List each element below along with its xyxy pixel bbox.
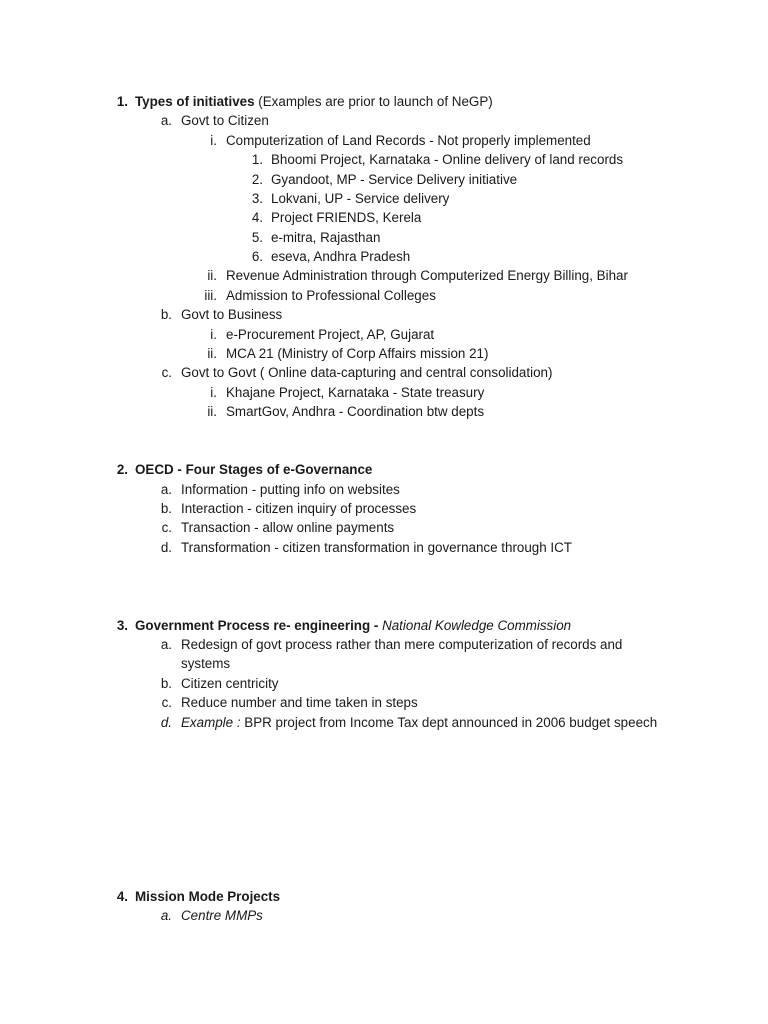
list-marker: 4. bbox=[251, 210, 263, 225]
list-item: Centre MMPs bbox=[181, 908, 263, 923]
list-item: Transformation - citizen transformation in governance through ICT bbox=[181, 540, 572, 555]
list-marker: a. bbox=[160, 908, 172, 923]
list-item: Revenue Administration through Computerized Energy Billing, Bihar bbox=[226, 268, 628, 283]
list-item: Gyandoot, MP - Service Delivery initiative bbox=[271, 172, 518, 187]
list-marker: i. bbox=[210, 327, 217, 342]
list-marker: d. bbox=[160, 715, 172, 730]
list-marker: 1. bbox=[251, 152, 263, 167]
list-marker: a. bbox=[160, 637, 172, 652]
list-item-continuation: systems bbox=[181, 656, 231, 671]
list-marker: ii. bbox=[207, 404, 217, 419]
list-item: Interaction - citizen inquiry of processes bbox=[181, 501, 417, 516]
list-marker: a. bbox=[160, 113, 172, 128]
section-1-heading bbox=[135, 94, 493, 110]
list-item: Transaction - allow online payments bbox=[181, 520, 395, 535]
list-marker: b. bbox=[160, 307, 172, 322]
section-1-title: Types of initiatives bbox=[135, 94, 255, 109]
list-marker: ii. bbox=[207, 268, 217, 283]
list-item: Lokvani, UP - Service delivery bbox=[271, 191, 450, 206]
list-item: e-mitra, Rajasthan bbox=[271, 230, 381, 245]
example-label: Example : bbox=[181, 715, 241, 730]
list-marker: 2. bbox=[251, 172, 263, 187]
list-marker: c. bbox=[161, 365, 172, 380]
list-item: Khajane Project, Karnataka - State treasury bbox=[226, 385, 485, 400]
list-item: Govt to Business bbox=[181, 307, 283, 322]
list-marker: 3. bbox=[251, 191, 263, 206]
list-item: eseva, Andhra Pradesh bbox=[271, 249, 411, 264]
section-2-title: OECD - Four Stages of e-Governance bbox=[135, 462, 373, 477]
list-marker: i. bbox=[210, 133, 217, 148]
list-marker: d. bbox=[160, 540, 172, 555]
list-marker: iii. bbox=[204, 288, 217, 303]
list-item: Redesign of govt process rather than mere computerization of records and bbox=[181, 637, 623, 652]
list-marker: 5. bbox=[251, 230, 263, 245]
list-marker: 6. bbox=[251, 249, 263, 264]
section-3-note: National Kowledge Commission bbox=[382, 618, 572, 633]
list-marker: c. bbox=[161, 695, 172, 710]
list-item: SmartGov, Andhra - Coordination btw depts bbox=[226, 404, 485, 419]
list-item: Information - putting info on websites bbox=[181, 482, 400, 497]
list-marker: i. bbox=[210, 385, 217, 400]
section-4-number: 4. bbox=[116, 889, 128, 904]
section-1-number: 1. bbox=[116, 94, 128, 109]
section-1-note: (Examples are prior to launch of NeGP) bbox=[254, 94, 493, 109]
section-3-title: Government Process re- engineering - bbox=[135, 618, 383, 633]
list-marker: b. bbox=[160, 676, 172, 691]
list-item: Govt to Govt ( Online data-capturing and central consolidation) bbox=[181, 365, 553, 380]
list-item: Govt to Citizen bbox=[181, 113, 269, 128]
list-item: Admission to Professional Colleges bbox=[226, 288, 436, 303]
list-item: MCA 21 (Ministry of Corp Affairs mission 21) bbox=[226, 346, 489, 361]
list-marker: b. bbox=[160, 501, 172, 516]
list-item: Computerization of Land Records - Not properly implemented bbox=[226, 133, 591, 148]
example-text: BPR project from Income Tax dept announced in 2006 budget speech bbox=[240, 715, 658, 730]
section-3-number: 3. bbox=[116, 618, 128, 633]
list-item: Project FRIENDS, Kerela bbox=[271, 210, 422, 225]
list-item: Bhoomi Project, Karnataka - Online delivery of land records bbox=[271, 152, 624, 167]
list-item bbox=[181, 715, 657, 731]
list-marker: c. bbox=[161, 520, 172, 535]
list-marker: a. bbox=[160, 482, 172, 497]
list-item: Reduce number and time taken in steps bbox=[181, 695, 418, 710]
list-marker: ii. bbox=[207, 346, 217, 361]
section-4-title: Mission Mode Projects bbox=[135, 889, 281, 904]
list-item: Citizen centricity bbox=[181, 676, 279, 691]
section-3-heading bbox=[135, 618, 571, 634]
section-2-number: 2. bbox=[116, 462, 128, 477]
list-item: e-Procurement Project, AP, Gujarat bbox=[226, 327, 435, 342]
